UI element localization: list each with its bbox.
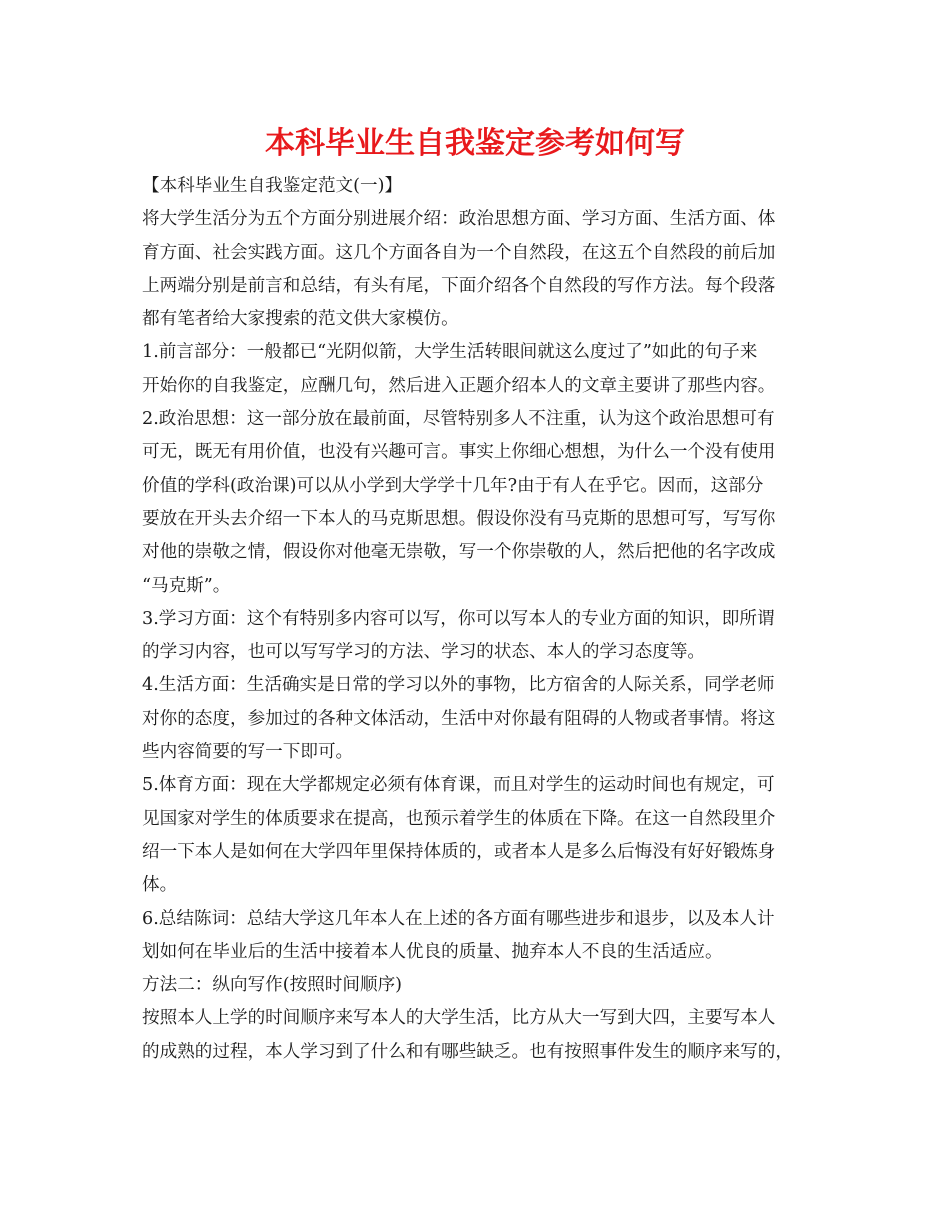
body-line: 将大学生活分为五个方面分别进展介绍：政治思想方面、学习方面、生活方面、体 <box>142 209 776 230</box>
body-line: 绍一下本人是如何在大学四年里保持体质的，或者本人是多么后悔没有好好锻炼身 <box>142 841 776 862</box>
body-line: 都有笔者给大家搜索的范文供大家模仿。 <box>142 309 459 330</box>
body-line: 5.体育方面：现在大学都规定必须有体育课，而且对学生的运动时间也有规定，可 <box>142 775 775 796</box>
body-line: 1.前言部分：一般都已“光阴似箭，大学生活转眼间就这么度过了”如此的句子来 <box>142 342 758 363</box>
body-line: 对他的崇敬之情，假设你对他毫无崇敬，写一个你崇敬的人，然后把他的名字改成 <box>142 542 776 563</box>
body-line: 的学习内容，也可以写写学习的方法、学习的状态、本人的学习态度等。 <box>142 642 706 663</box>
body-line: “马克斯”。 <box>142 575 231 596</box>
body-line: 6.总结陈词：总结大学这几年本人在上述的各方面有哪些进步和退步，以及本人计 <box>142 908 775 929</box>
document-title: 本科毕业生自我鉴定参考如何写 <box>265 126 685 161</box>
section-heading: 方法二：纵向写作(按照时间顺序) <box>142 975 403 996</box>
body-line: 价值的学科(政治课)可以从小学到大学学十几年?由于有人在乎它。因而，这部分 <box>142 475 764 496</box>
document-body <box>142 170 818 1069</box>
body-line: 开始你的自我鉴定，应酬几句，然后进入正题介绍本人的文章主要讲了那些内容。 <box>142 375 776 396</box>
body-line: 划如何在毕业后的生活中接着本人优良的质量、抛弃本人不良的生活适应。 <box>142 941 723 962</box>
body-line: 上两端分别是前言和总结，有头有尾，下面介绍各个自然段的写作方法。每个段落 <box>142 275 776 296</box>
section-heading: 【本科毕业生自我鉴定范文(一)】 <box>142 176 403 196</box>
body-line: 些内容简要的写一下即可。 <box>142 742 354 763</box>
body-line: 4.生活方面：生活确实是日常的学习以外的事物，比方宿舍的人际关系，同学老师 <box>142 675 775 696</box>
body-line: 要放在开头去介绍一下本人的马克斯思想。假设你没有马克斯的思想可写，写写你 <box>142 508 776 529</box>
body-line: 的成熟的过程，本人学习到了什么和有哪些缺乏。也有按照事件发生的顺序来写的， <box>142 1041 793 1062</box>
body-line: 对你的态度，参加过的各种文体活动，生活中对你最有阻碍的人物或者事情。将这 <box>142 708 776 729</box>
body-line: 见国家对学生的体质要求在提高，也预示着学生的体质在下降。在这一自然段里介 <box>142 808 776 829</box>
body-line: 3.学习方面：这个有特别多内容可以写，你可以写本人的专业方面的知识，即所谓 <box>142 608 775 629</box>
body-line: 可无，既无有用价值，也没有兴趣可言。事实上你细心想想，为什么一个没有使用 <box>142 442 776 463</box>
body-line: 2.政治思想：这一部分放在最前面，尽管特别多人不注重，认为这个政治思想可有 <box>142 409 775 430</box>
body-line: 育方面、社会实践方面。这几个方面各自为一个自然段，在这五个自然段的前后加 <box>142 242 776 263</box>
body-line: 体。 <box>142 875 178 896</box>
body-line: 按照本人上学的时间顺序来写本人的大学生活，比方从大一写到大四，主要写本人 <box>142 1008 776 1029</box>
